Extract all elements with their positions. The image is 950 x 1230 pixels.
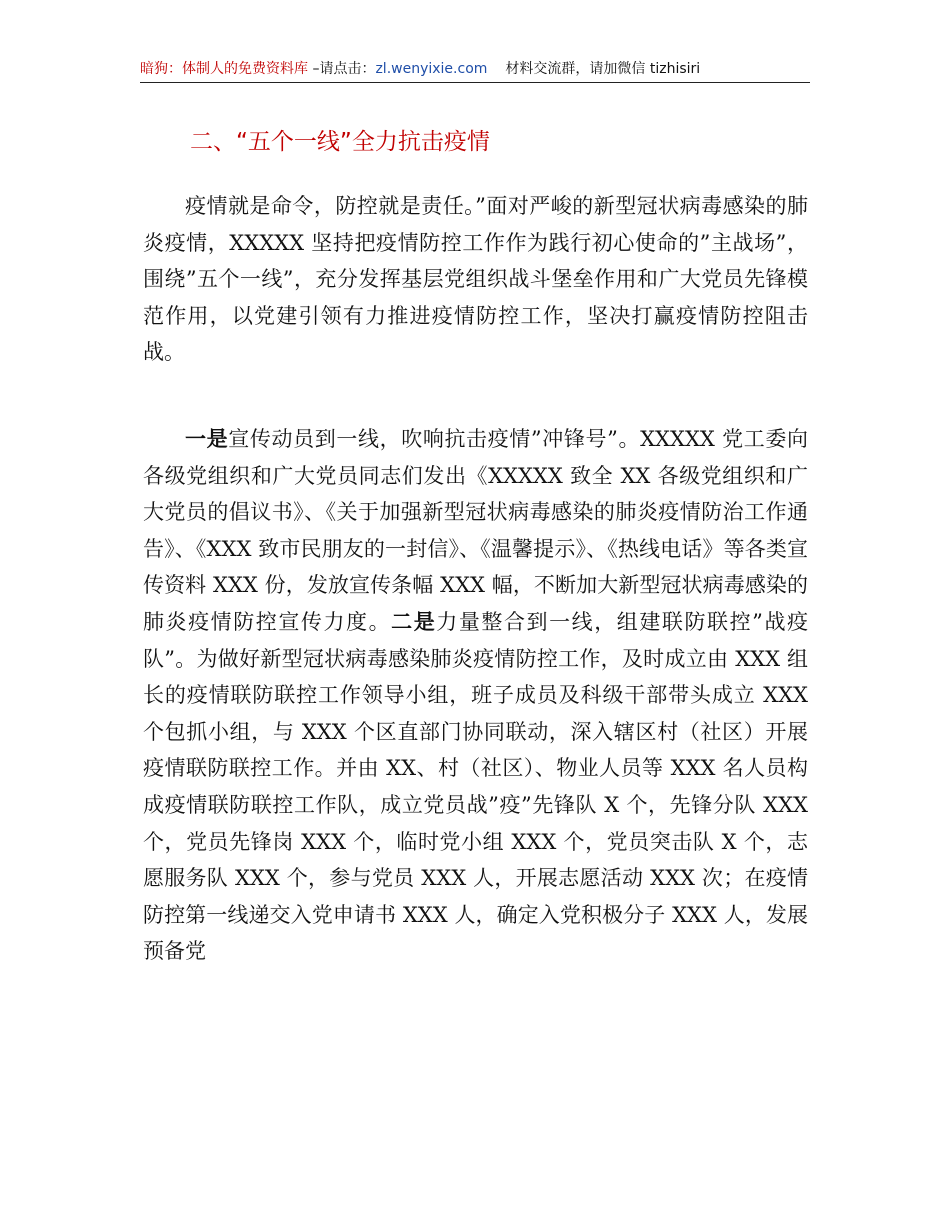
header-site-name: 暗狗：体制人的免费资料库 [140,61,308,77]
paragraph-intro: 疫情就是命令，防控就是责任。”面对严峻的新型冠状病毒感染的肺炎疫情，XXXXX 坚持把疫情防控工作作为践行初心使命的”主战场”，围绕”五个一线”，充分发挥基层党组织战斗堡垒作用和广大党员先锋模范作用，以党建引领有力推进疫情防控工作，坚决打赢疫情防控阻击战。 [143,194,808,365]
lead-point-two: 二是 [391,609,437,634]
header-wechat-note: 材料交流群，请加微信 tizhisiri [505,61,701,77]
header-click-prompt: –请点击： [308,61,376,77]
header-link[interactable]: zl.wenyixie.com [375,61,488,77]
page-header [140,58,810,80]
point-one-text: 宣传动员到一线，吹响抗击疫情”冲锋号”。XXXXX 党工委向各级党组织和广大党员同志们发出《XXXXX 致全 XX 各级党组织和广大党员的倡议书》、《关于加强新型冠状病毒感染的肺炎疫情防治工作通告》、《XXX 致市民朋友的一封信》、《温馨提示》、《热线电话》等各类宣传资料 XXX 份，发放宣传条幅 XXX 幅，不断加大新型冠状病毒感染的肺炎疫情防控宣传力度。 [143,427,809,634]
section-title: 二、“五个一线”全力抗击疫情 [190,129,490,155]
point-two-text: 力量整合到一线，组建联防联控”战疫队”。为做好新型冠状病毒感染肺炎疫情防控工作，及时成立由 XXX 组长的疫情联防联控工作领导小组，班子成员及科级干部带头成立 XXX 个包抓小组，与 XXX 个区直部门协同联动，深入辖区村（社区）开展疫情联防联控工作。并由 XX、村（社区）、物业人员等 XXX 名人员构成疫情联防联控工作队，成立党员战”疫”先锋队 X 个，先锋分队 XXX 个，党员先锋岗 XXX 个，临时党小组 XXX 个，党员突击队 X 个，志愿服务队 XXX 个，参与党员 XXX 人，开展志愿活动 XXX 次；在疫情防控第一线递交入党申请书 XXX 人，确定入党积极分子 XXX 人，发展预备党 [143,609,809,964]
lead-point-one: 一是 [185,427,229,451]
header-divider [140,82,810,83]
paragraph-measures [143,421,808,970]
